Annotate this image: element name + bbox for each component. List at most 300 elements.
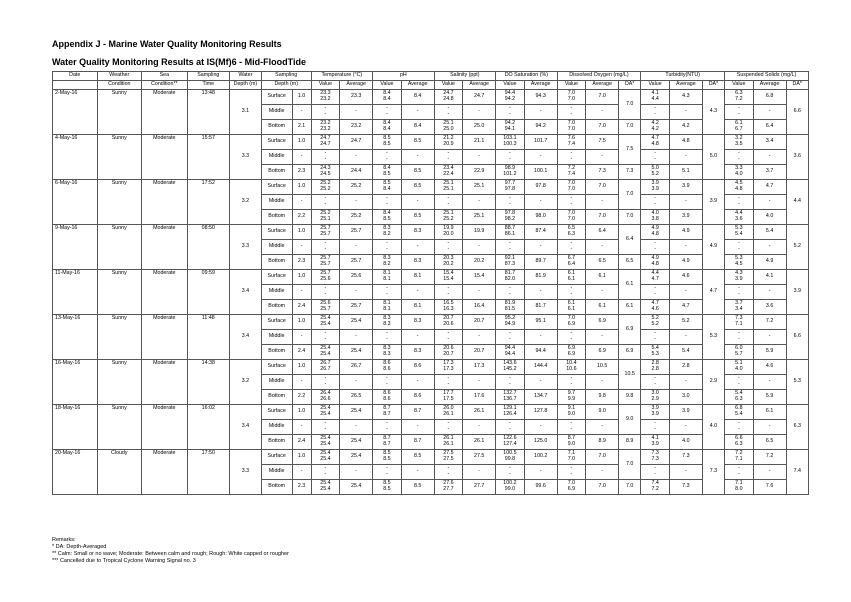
- empty-reading: -: [654, 426, 656, 432]
- ph-values-reading: 8.6: [383, 390, 391, 397]
- empty-reading: -: [654, 150, 656, 157]
- empty-values: [725, 105, 754, 120]
- empty-values: [725, 285, 754, 300]
- ph-values-reading: 8.5: [383, 450, 391, 457]
- do-saturation-values-reading: 97.8: [504, 186, 516, 192]
- ss-average: 3.7: [753, 165, 786, 180]
- salinity-values: [434, 435, 463, 450]
- ss-values-reading: 3.2: [735, 135, 743, 142]
- ph-values-reading: 8.5: [383, 135, 391, 142]
- do-values-reading: 7.0: [567, 480, 576, 487]
- ss-values-reading: 7.2: [735, 96, 743, 102]
- col-weather: Weather: [97, 72, 142, 81]
- do-depth-averaged: 10.5: [619, 360, 641, 390]
- salinity-values-reading: 26.1: [443, 441, 454, 447]
- do-saturation-values-reading: 88.7: [504, 225, 516, 232]
- salinity-values-reading: 25.1: [443, 186, 454, 192]
- turbidity-values-reading: 3.9: [651, 405, 659, 412]
- temperature-values-reading: 25.2: [320, 210, 331, 217]
- sampling-time-cell: 13:48: [187, 90, 229, 135]
- empty-values: [311, 105, 340, 120]
- temperature-values: [311, 405, 340, 420]
- empty-reading: -: [386, 471, 388, 477]
- empty-values: [373, 240, 402, 255]
- ss-values-reading: 5.1: [735, 360, 743, 367]
- ph-values-reading: 8.3: [383, 255, 391, 262]
- turbidity-values-reading: 5.2: [651, 321, 659, 327]
- empty-reading: -: [509, 246, 511, 252]
- salinity-values-reading: 27.5: [443, 450, 454, 457]
- do-saturation-values-reading: 81.5: [504, 306, 516, 312]
- do-values-reading: 7.4: [567, 171, 576, 177]
- water-depth-cell: 3.1: [230, 90, 262, 135]
- do-saturation-values-reading: 101.2: [503, 171, 517, 177]
- water-depth-cell: 3.3: [230, 450, 262, 495]
- do-values: [557, 480, 586, 495]
- turbidity-values: [641, 360, 670, 375]
- salinity-average: 27.7: [463, 480, 496, 495]
- empty-reading: -: [324, 150, 327, 157]
- temperature-values: [311, 135, 340, 150]
- empty-average: -: [340, 240, 373, 255]
- empty-average: -: [340, 330, 373, 345]
- empty-values: [557, 105, 586, 120]
- date-cell: 20-May-16: [53, 450, 98, 495]
- sampling-time-cell: 09:59: [187, 270, 229, 315]
- salinity-average: 15.4: [463, 270, 496, 285]
- empty-reading: -: [447, 201, 450, 207]
- empty-reading: -: [447, 240, 450, 247]
- ph-values-reading: 8.7: [383, 441, 391, 447]
- turbidity-values-reading: 5.2: [651, 315, 659, 322]
- empty-reading: -: [324, 291, 327, 297]
- empty-reading: -: [570, 420, 573, 427]
- ph-average: 8.5: [401, 165, 434, 180]
- empty-reading: -: [447, 420, 450, 427]
- salinity-average: 25.0: [463, 120, 496, 135]
- do-values: [557, 300, 586, 315]
- empty-reading: -: [509, 105, 511, 112]
- empty-reading: -: [509, 111, 511, 117]
- sampling-depth-cell: 2.2: [292, 210, 311, 225]
- empty-reading: -: [654, 471, 656, 477]
- ph-values: [373, 90, 402, 105]
- empty-average: -: [669, 105, 702, 120]
- do-values: [557, 255, 586, 270]
- do-values: [557, 210, 586, 225]
- ph-values: [373, 255, 402, 270]
- do-saturation-values: [496, 120, 525, 135]
- empty-reading: -: [509, 285, 511, 292]
- do-saturation-values-reading: 95.2: [504, 315, 516, 322]
- empty-reading: -: [386, 291, 388, 297]
- sampling-level-bottom: Bottom: [261, 480, 292, 495]
- do-values-reading: 7.0: [567, 96, 576, 102]
- turbidity-average: 3.9: [669, 405, 702, 420]
- empty-reading: -: [324, 471, 327, 477]
- temperature-values-reading: 25.2: [320, 180, 331, 187]
- do-values-reading: 9.7: [567, 390, 576, 397]
- salinity-values-reading: 21.2: [443, 135, 454, 142]
- empty-average: -: [524, 375, 557, 390]
- table-title: Water Quality Monitoring Results at IS(Mf)6 - Mid-FloodTide: [52, 57, 306, 67]
- sampling-level-surface: Surface: [261, 405, 292, 420]
- do-saturation-values-reading: 86.1: [504, 231, 516, 237]
- empty-values: [557, 240, 586, 255]
- ph-average: 8.1: [401, 270, 434, 285]
- empty-values: [725, 195, 754, 210]
- sampling-level-bottom: Bottom: [261, 300, 292, 315]
- sampling-depth-cell: 1.0: [292, 270, 311, 285]
- ph-values-reading: 8.7: [383, 405, 391, 412]
- turbidity-values-reading: 4.8: [651, 261, 659, 267]
- salinity-average: 20.7: [463, 345, 496, 360]
- temperature-values-reading: 25.6: [320, 300, 331, 307]
- empty-reading: -: [386, 420, 388, 427]
- salinity-values-reading: 27.7: [443, 486, 454, 492]
- date-cell: 9-May-16: [53, 225, 98, 270]
- sampling-depth-cell: 1.0: [292, 180, 311, 195]
- do-saturation-average: 99.6: [524, 480, 557, 495]
- empty-reading: -: [570, 111, 573, 117]
- turbidity-values-reading: 4.9: [651, 255, 659, 262]
- ph-values-reading: 8.4: [383, 90, 391, 97]
- do-average: 6.1: [586, 300, 619, 315]
- temperature-values: [311, 165, 340, 180]
- salinity-values: [434, 180, 463, 195]
- ss-average: 4.1: [753, 270, 786, 285]
- temperature-values: [311, 255, 340, 270]
- subhead-value: Value: [434, 81, 463, 90]
- empty-reading: -: [509, 375, 511, 382]
- empty-reading: -: [654, 381, 656, 387]
- sampling-time-cell: 11:48: [187, 315, 229, 360]
- do-values-reading: 7.0: [567, 315, 576, 322]
- empty-reading: -: [447, 111, 450, 117]
- turbidity-average: 3.9: [669, 210, 702, 225]
- do-saturation-values-reading: 97.7: [504, 180, 516, 187]
- empty-values: [434, 420, 463, 435]
- temperature-values-reading: 23.2: [320, 96, 331, 102]
- salinity-average: 22.9: [463, 165, 496, 180]
- empty-average: -: [340, 375, 373, 390]
- empty-values: [496, 105, 525, 120]
- temperature-average: 25.4: [340, 345, 373, 360]
- salinity-values: [434, 360, 463, 375]
- empty-average: -: [401, 465, 434, 480]
- water-depth-cell: 3.2: [230, 360, 262, 405]
- empty-values: [496, 285, 525, 300]
- salinity-values-reading: 25.1: [443, 210, 454, 217]
- empty-reading: -: [386, 246, 388, 252]
- temperature-values-reading: 25.7: [320, 270, 331, 277]
- do-saturation-average: 87.4: [524, 225, 557, 240]
- do-saturation-values: [496, 345, 525, 360]
- do-saturation-values-reading: 81.7: [504, 270, 516, 277]
- turbidity-values-reading: 2.8: [651, 366, 659, 372]
- do-saturation-values-reading: 99.8: [504, 456, 516, 462]
- empty-values: [434, 465, 463, 480]
- turbidity-values-reading: 4.0: [651, 210, 659, 217]
- subhead-average: Average: [401, 81, 434, 90]
- subhead-value: Value: [496, 81, 525, 90]
- ss-values-reading: 4.8: [735, 186, 743, 192]
- empty-reading: -: [654, 465, 656, 472]
- temperature-values: [311, 225, 340, 240]
- ss-values-reading: 5.4: [735, 390, 743, 397]
- temperature-values-reading: 25.6: [320, 276, 331, 282]
- salinity-average: 25.1: [463, 180, 496, 195]
- temperature-values: [311, 390, 340, 405]
- turbidity-depth-averaged: 2.9: [702, 360, 724, 405]
- turbidity-values-reading: 3.9: [651, 411, 659, 417]
- empty-average: -: [586, 420, 619, 435]
- ss-values-reading: 5.3: [735, 225, 743, 232]
- temperature-values-reading: 25.4: [320, 456, 331, 462]
- salinity-average: 20.7: [463, 315, 496, 330]
- empty-reading: -: [509, 465, 511, 472]
- empty-reading: -: [324, 285, 327, 292]
- sampling-depth-cell: 2.3: [292, 255, 311, 270]
- ph-average: 8.7: [401, 435, 434, 450]
- do-values-reading: 6.1: [567, 300, 576, 307]
- ss-values: [725, 345, 754, 360]
- ph-values-reading: 8.1: [383, 306, 391, 312]
- empty-reading: -: [509, 426, 511, 432]
- ss-values-reading: 8.0: [735, 486, 743, 492]
- ss-average: 4.9: [753, 255, 786, 270]
- temperature-values: [311, 480, 340, 495]
- water-depth-cell: 3.3: [230, 225, 262, 270]
- ss-average: 6.1: [753, 405, 786, 420]
- sampling-depth-cell: -: [292, 195, 311, 210]
- do-bottom-depth-averaged: 6.5: [619, 255, 641, 270]
- sampling-level-middle: Middle: [261, 330, 292, 345]
- empty-reading: -: [324, 246, 327, 252]
- empty-reading: -: [654, 336, 656, 342]
- do-saturation-values-reading: 126.4: [503, 411, 517, 417]
- do-saturation-values-reading: 82.0: [504, 276, 516, 282]
- turbidity-average: 4.2: [669, 120, 702, 135]
- empty-reading: -: [737, 240, 740, 247]
- salinity-values-reading: 25.1: [443, 180, 454, 187]
- do-saturation-values-reading: 94.2: [504, 120, 516, 127]
- date-cell: 6-May-16: [53, 180, 98, 225]
- temperature-values-reading: 25.4: [320, 411, 331, 417]
- empty-values: [311, 195, 340, 210]
- empty-reading: -: [654, 201, 656, 207]
- do-saturation-values: [496, 165, 525, 180]
- turbidity-values: [641, 120, 670, 135]
- ss-average: 5.9: [753, 390, 786, 405]
- temperature-values-reading: 26.4: [320, 390, 331, 397]
- sampling-depth-cell: 2.3: [292, 165, 311, 180]
- ph-values: [373, 450, 402, 465]
- sampling-level-middle: Middle: [261, 465, 292, 480]
- do-saturation-average: 98.0: [524, 210, 557, 225]
- empty-reading: -: [447, 471, 450, 477]
- empty-values: [725, 240, 754, 255]
- turbidity-average: 4.7: [669, 300, 702, 315]
- do-average: 7.0: [586, 210, 619, 225]
- sampling-level-middle: Middle: [261, 375, 292, 390]
- salinity-values-reading: 26.0: [443, 405, 454, 412]
- date-cell: 2-May-16: [53, 90, 98, 135]
- weather-cell: Sunny: [97, 405, 142, 450]
- empty-reading: -: [447, 195, 450, 202]
- date-cell: 4-May-16: [53, 135, 98, 180]
- ph-values-reading: 8.4: [383, 186, 391, 192]
- ss-values-reading: 6.3: [735, 441, 743, 447]
- empty-average: -: [463, 375, 496, 390]
- ss-values: [725, 255, 754, 270]
- temperature-values-reading: 25.1: [320, 216, 331, 222]
- empty-reading: -: [737, 201, 740, 207]
- sampling-level-bottom: Bottom: [261, 210, 292, 225]
- do-values-reading: 6.3: [567, 231, 576, 237]
- temperature-values-reading: 25.4: [320, 450, 331, 457]
- do-depth-averaged: 6.9: [619, 315, 641, 345]
- temperature-values: [311, 315, 340, 330]
- ph-values-reading: 8.1: [383, 270, 391, 277]
- empty-reading: -: [570, 336, 573, 342]
- salinity-values-reading: 16.5: [443, 300, 454, 307]
- do-values-reading: 10.4: [566, 360, 577, 367]
- salinity-values-reading: 20.7: [443, 315, 454, 322]
- empty-values: [496, 240, 525, 255]
- do-bottom-depth-averaged: 9.8: [619, 390, 641, 405]
- empty-reading: -: [447, 246, 450, 252]
- turbidity-values-reading: 4.9: [651, 225, 659, 232]
- do-values: [557, 135, 586, 150]
- empty-average: -: [753, 420, 786, 435]
- sampling-depth-cell: -: [292, 420, 311, 435]
- empty-reading: -: [737, 420, 740, 427]
- sampling-level-surface: Surface: [261, 135, 292, 150]
- empty-average: -: [463, 285, 496, 300]
- empty-reading: -: [386, 201, 388, 207]
- do-values-reading: 7.0: [567, 216, 576, 222]
- empty-reading: -: [737, 150, 740, 157]
- water-depth-cell: 3.3: [230, 135, 262, 180]
- do-saturation-values-reading: 136.7: [503, 396, 517, 402]
- turbidity-average: 5.2: [669, 315, 702, 330]
- ph-values-reading: 8.4: [383, 165, 391, 172]
- empty-reading: -: [386, 156, 388, 162]
- sampling-level-surface: Surface: [261, 90, 292, 105]
- turbidity-values-reading: 4.7: [651, 276, 659, 282]
- do-saturation-values-reading: 145.2: [503, 366, 517, 372]
- turbidity-values-reading: 3.9: [651, 180, 659, 187]
- ss-average: 4.0: [753, 210, 786, 225]
- ss-values-reading: 4.5: [735, 180, 743, 187]
- empty-reading: -: [447, 285, 450, 292]
- ph-values-reading: 8.6: [383, 360, 391, 367]
- temperature-average: 23.2: [340, 120, 373, 135]
- do-average: 7.0: [586, 450, 619, 465]
- ph-values: [373, 405, 402, 420]
- ss-average: 3.6: [753, 300, 786, 315]
- sea-condition-cell: Moderate: [142, 450, 188, 495]
- do-values: [557, 270, 586, 285]
- salinity-values-reading: 19.9: [443, 225, 454, 232]
- temperature-values-reading: 25.7: [320, 231, 331, 237]
- do-saturation-average: 95.1: [524, 315, 557, 330]
- empty-values: [434, 330, 463, 345]
- do-values: [557, 225, 586, 240]
- ph-values-reading: 8.4: [383, 210, 391, 217]
- empty-average: -: [340, 105, 373, 120]
- do-saturation-average: 81.9: [524, 270, 557, 285]
- temperature-values-reading: 26.7: [320, 360, 331, 367]
- ss-values-reading: 4.3: [735, 270, 743, 277]
- do-saturation-values-reading: 100.5: [503, 450, 517, 457]
- turbidity-depth-averaged: 5.3: [702, 315, 724, 360]
- sampling-level-middle: Middle: [261, 420, 292, 435]
- table-row: [53, 315, 809, 330]
- temperature-values-reading: 25.7: [320, 225, 331, 232]
- weather-cell: Sunny: [97, 180, 142, 225]
- ph-values: [373, 135, 402, 150]
- empty-values: [641, 195, 670, 210]
- temperature-values-reading: 25.7: [320, 261, 331, 267]
- empty-reading: -: [737, 285, 740, 292]
- ph-average: 8.1: [401, 300, 434, 315]
- do-values-reading: 7.0: [567, 456, 576, 462]
- sampling-time-cell: 08:50: [187, 225, 229, 270]
- salinity-values-reading: 25.2: [443, 216, 454, 222]
- temperature-average: 25.4: [340, 405, 373, 420]
- do-saturation-average: 97.8: [524, 180, 557, 195]
- remarks-title: Remarks:: [52, 537, 76, 543]
- weather-cell: Cloudy: [97, 450, 142, 495]
- table-row: [53, 135, 809, 150]
- empty-reading: -: [737, 375, 740, 382]
- do-saturation-values: [496, 435, 525, 450]
- empty-reading: -: [737, 381, 740, 387]
- sea-condition-cell: Moderate: [142, 405, 188, 450]
- empty-reading: -: [509, 150, 511, 157]
- empty-values: [725, 375, 754, 390]
- do-saturation-values-reading: 103.1: [503, 135, 517, 142]
- do-values-reading: 6.1: [567, 270, 576, 277]
- subhead-average: Average: [586, 81, 619, 90]
- subhead-value: Value: [311, 81, 340, 90]
- ph-values-reading: 8.4: [383, 96, 391, 102]
- turbidity-values: [641, 225, 670, 240]
- ss-values: [725, 270, 754, 285]
- ph-average: 8.5: [401, 450, 434, 465]
- ss-values: [725, 165, 754, 180]
- salinity-average: 26.1: [463, 435, 496, 450]
- empty-reading: -: [509, 156, 511, 162]
- do-values: [557, 450, 586, 465]
- empty-reading: -: [324, 375, 327, 382]
- ph-average: 8.5: [401, 480, 434, 495]
- do-saturation-values-reading: 94.4: [504, 345, 516, 352]
- ss-depth-averaged: 5.2: [786, 225, 808, 270]
- sampling-depth-cell: 1.0: [292, 450, 311, 465]
- col-weather-sub: Condition: [97, 81, 142, 90]
- sampling-level-surface: Surface: [261, 360, 292, 375]
- empty-reading: -: [570, 465, 573, 472]
- empty-reading: -: [737, 246, 740, 252]
- empty-values: [557, 330, 586, 345]
- empty-reading: -: [570, 471, 573, 477]
- sampling-level-surface: Surface: [261, 315, 292, 330]
- do-saturation-values-reading: 81.9: [504, 300, 516, 307]
- empty-average: -: [753, 150, 786, 165]
